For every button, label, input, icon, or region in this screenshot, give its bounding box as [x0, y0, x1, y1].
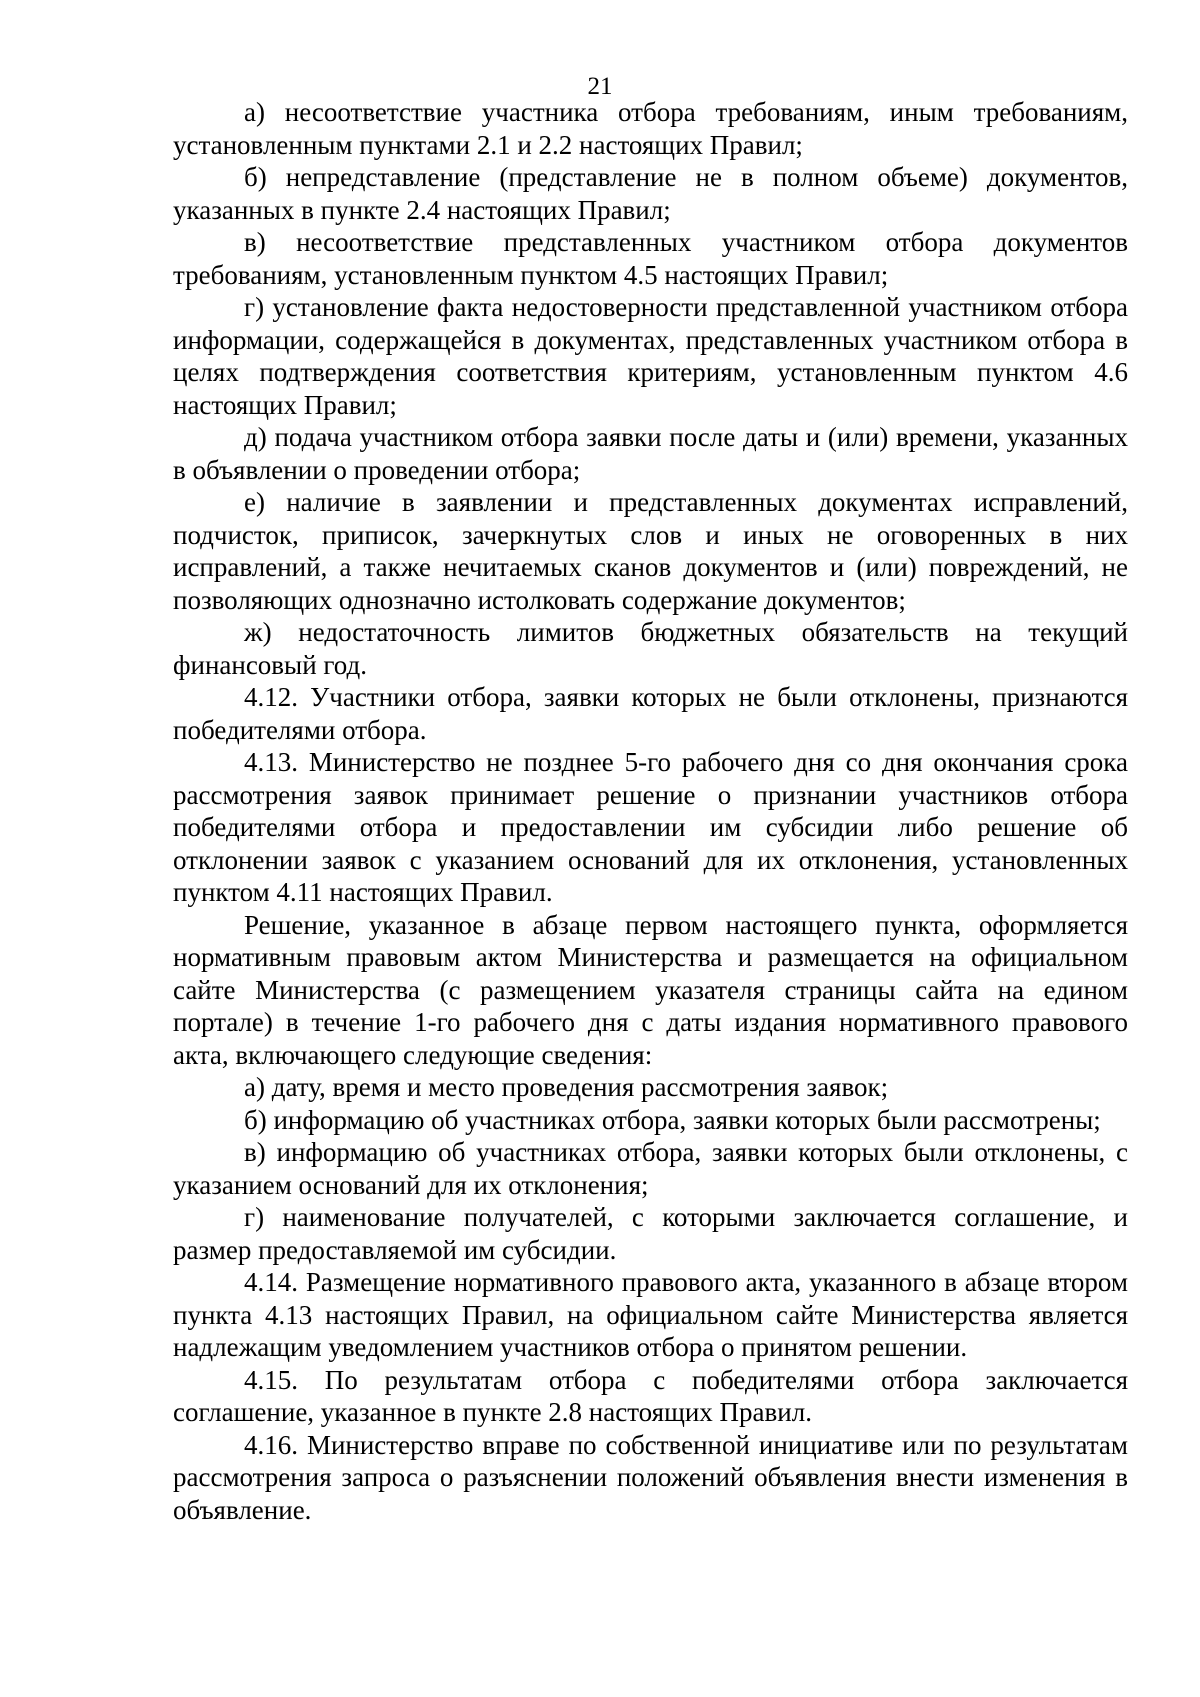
paragraph-e-corrections: е) наличие в заявлении и представленных документах исправлений, подчисток, приписок, зачеркнутых слов и иных не оговоренных в них исправлений, а также нечитаемых сканов документов и (или) повреждений, не позволяющих однозначно истолковать содержание документов; — [173, 487, 1128, 615]
clause-4-14: 4.14. Размещение нормативного правового акта, указанного в абзаце втором пункта 4.13 настоящих Правил, на официальном сайте Министерства является надлежащим уведомлением участников отбора о принятом решении. — [173, 1267, 1128, 1362]
paragraph-b-nonsubmission: б) непредставление (представление не в полном объеме) документов, указанных в пункте 2.4 настоящих Правил; — [173, 162, 1128, 225]
info-item-b-reviewed-participants: б) информацию об участниках отбора, заявки которых были рассмотрены; — [244, 1104, 1101, 1135]
paragraph-a-noncompliance: а) несоответствие участника отбора требованиям, иным требованиям, установленным пунктами 2.1 и 2.2 настоящих Правил; — [173, 97, 1128, 160]
clause-4-13: 4.13. Министерство не позднее 5-го рабочего дня со дня окончания срока рассмотрения заявок принимает решение о признании участников отбора победителями отбора и предоставлении им субсидии либо решение об отклонении заявок с указанием оснований для их отклонения, установленных пунктом 4.11 настоящих Правил. — [173, 747, 1128, 907]
clause-4-16: 4.16. Министерство вправе по собственной инициативе или по результатам рассмотрения запроса о разъяснении положений объявления внести изменения в объявление. — [173, 1429, 1128, 1525]
info-item-a-date-time-place: а) дату, время и место проведения рассмотрения заявок; — [244, 1072, 889, 1102]
paragraph-d-late-submission: д) подача участником отбора заявки после даты и (или) времени, указанных в объявлении о проведении отбора; — [173, 422, 1128, 485]
clause-4-15: 4.15. По результатам отбора с победителями отбора заключается соглашение, указанное в пункте 2.8 настоящих Правил. — [173, 1364, 1128, 1427]
paragraph-g-unreliable-info: г) установление факта недостоверности представленной участником отбора информации, содержащейся в документах, представленных участником отбора в целях подтверждения соответствия критериям, установленным пунктом 4.6 настоящих Правил; — [173, 292, 1128, 420]
paragraph-v-document-noncompliance: в) несоответствие представленных участником отбора документов требованиям, установленным пунктом 4.5 настоящих Правил; — [173, 227, 1128, 290]
page-number: 21 — [587, 73, 613, 100]
document-body — [173, 96, 1128, 1526]
info-item-v-rejected-participants: в) информацию об участниках отбора, заявки которых были отклонены, с указанием оснований для их отклонения; — [173, 1137, 1128, 1200]
info-item-g-recipients: г) наименование получателей, с которыми заключается соглашение, и размер предоставляемой им субсидии. — [173, 1202, 1128, 1265]
paragraph-zh-insufficient-limits: ж) недостаточность лимитов бюджетных обязательств на текущий финансовый год. — [173, 617, 1128, 680]
clause-4-12: 4.12. Участники отбора, заявки которых не были отклонены, признаются победителями отбора. — [173, 682, 1128, 745]
clause-4-13-decision: Решение, указанное в абзаце первом настоящего пункта, оформляется нормативным правовым актом Министерства и размещается на официальном сайте Министерства (с размещением указателя страницы сайта на едином портале) в течение 1-го рабочего дня с даты издания нормативного правового акта, включающего следующие сведения: — [173, 909, 1128, 1070]
